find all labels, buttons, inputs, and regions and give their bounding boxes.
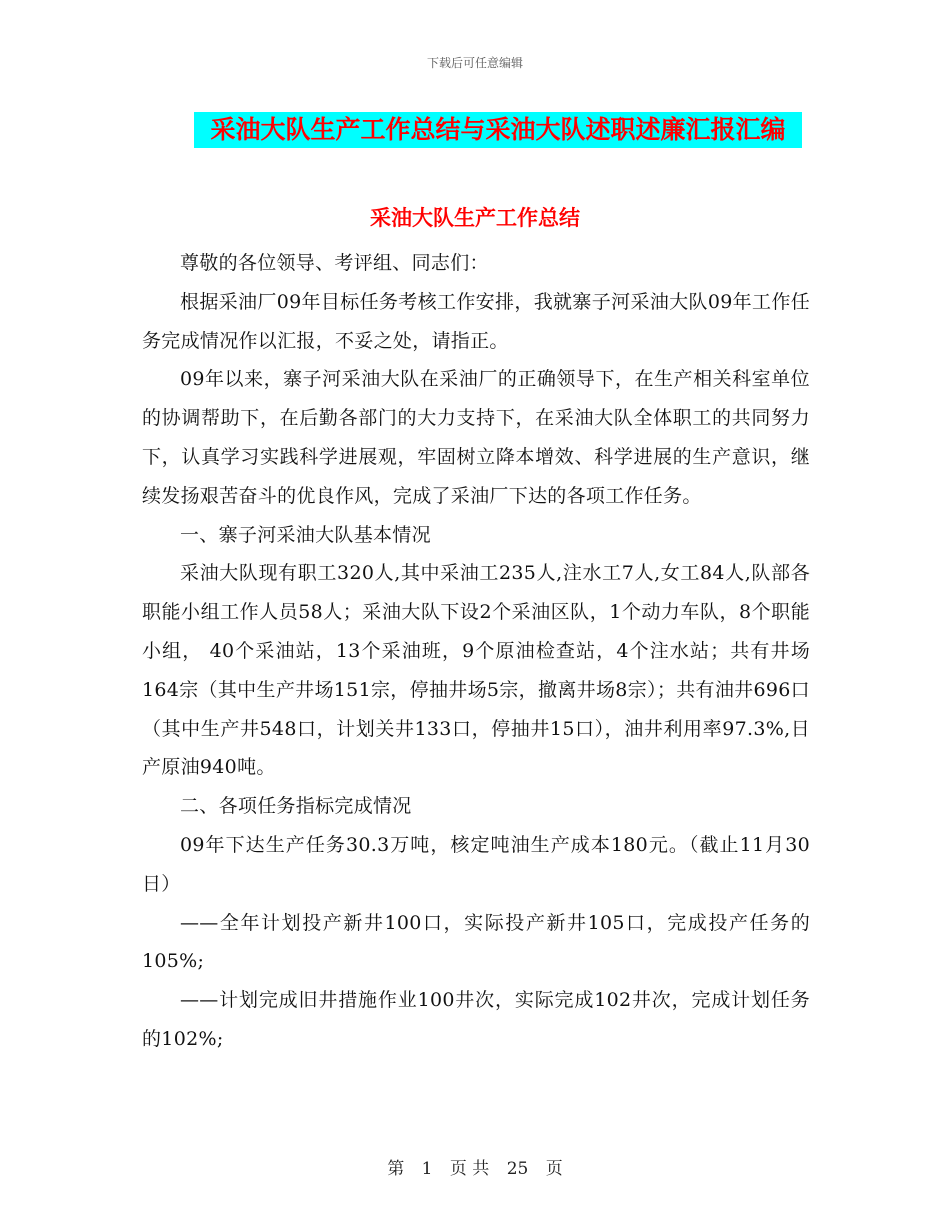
paragraph-overview: 09年以来，寨子河采油大队在采油厂的正确领导下，在生产相关科室单位的协调帮助下，在后勤各部门的大力支持下，在采油大队全体职工的共同努力下，认真学习实践科学进展观，牢固树立降本增效、科学进展的生产意识，继续发扬艰苦奋斗的优良作风，完成了采油厂下达的各项工作任务。 — [142, 368, 810, 507]
document-main-title: 采油大队生产工作总结与采油大队述职述廉汇报汇编 — [194, 112, 802, 148]
section-title: 采油大队生产工作总结 — [370, 206, 580, 230]
heading-basic-info: 一、寨子河采油大队基本情况 — [180, 523, 431, 546]
paragraph-intro: 根据采油厂09年目标任务考核工作安排，我就寨子河采油大队09年工作任务完成情况作以汇报，不妥之处，请指正。 — [142, 290, 810, 352]
document-body — [142, 244, 810, 1059]
paragraph-old-wells: ——计划完成旧井措施作业100井次，实际完成102井次，完成计划任务的102%; — [142, 989, 810, 1050]
heading-task-completion: 二、各项任务指标完成情况 — [180, 795, 412, 818]
page-label-suffix: 页 — [545, 1159, 563, 1179]
page-footer — [0, 1154, 950, 1179]
total-page-count: 25 — [506, 1159, 529, 1179]
paragraph-new-wells: ——全年计划投产新井100口，实际投产新井105口，完成投产任务的105%; — [142, 911, 810, 973]
page-label-prefix: 第 — [387, 1159, 405, 1179]
paragraph-task-target: 09年下达生产任务30.3万吨，核定吨油生产成本180元。（截止11月30日） — [142, 833, 810, 895]
header-note: 下载后可任意编辑 — [426, 56, 523, 70]
current-page-number: 1 — [421, 1159, 433, 1179]
paragraph-basic-info: 采油大队现有职工320人,其中采油工235人,注水工7人,女工84人,队部各职能小组工作人员58人；采油大队下设2个采油区队，1个动力车队，8个职能小组， 40个采油站，13个采油班，9个原油检查站，4个注水站；共有井场164宗（其中生产井场151宗，停抽井场5宗，撤离井场8宗）；共有油井696口（其中生产井548口，计划关井133口，停抽井15口），油井利用率97.3%,日产原油940吨。 — [142, 562, 810, 779]
page-label-mid: 页 共 — [449, 1159, 490, 1179]
paragraph-salutation: 尊敬的各位领导、考评组、同志们： — [180, 252, 489, 274]
